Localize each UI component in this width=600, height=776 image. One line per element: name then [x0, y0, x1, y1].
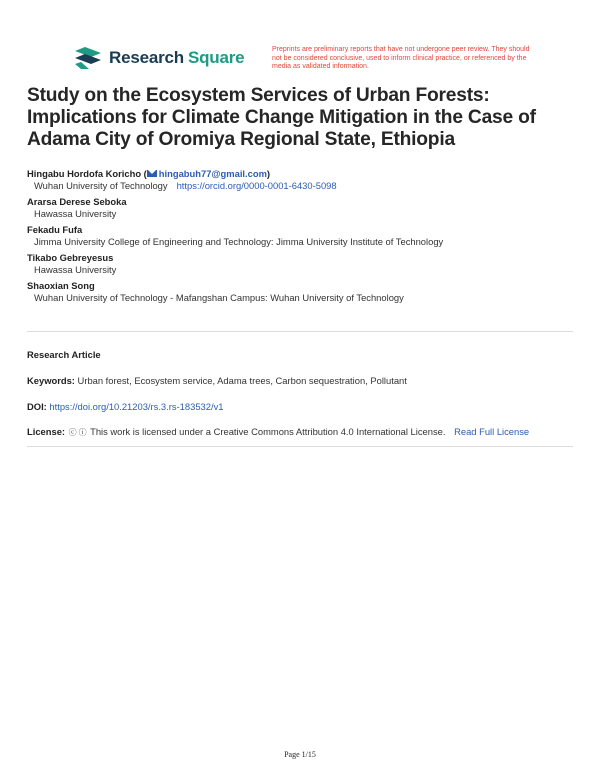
author-name: Fekadu Fufa [27, 224, 83, 235]
research-square-logo[interactable] [75, 47, 244, 69]
page-number: Page 1/15 [284, 750, 316, 759]
author-affiliation: Jimma University College of Engineering and Technology: Jimma University Institute of Technology [34, 236, 444, 247]
author-2 [27, 196, 577, 220]
mail-icon [147, 170, 157, 177]
author-affiliation: Hawassa University [34, 208, 117, 219]
logo-word-research: Research [109, 48, 184, 67]
keywords-value: Urban forest, Ecosystem service, Adama trees, Carbon sequestration, Pollutant [77, 375, 407, 386]
logo-word-square: Square [187, 48, 245, 67]
author-affiliation: Wuhan University of Technology [34, 180, 168, 191]
logo-text [109, 48, 244, 68]
doi [27, 401, 223, 412]
cc-icon: ⓒ [68, 428, 77, 437]
divider [27, 446, 573, 447]
preprint-disclaimer: Preprints are preliminary reports that have not undergone peer review. They should not be considered conclusive, used to inform clinical practice, or referenced by the media as validated information. [272, 46, 530, 70]
orcid-link[interactable]: https://orcid.org/0000-0001-6430-5098 [176, 180, 337, 191]
author-1: Hingabu Hordofa Koricho ( hingabuh77@gmail.com) Wuhan University of Technology https://orcid.org/0000-0001-6430-5098 [27, 168, 337, 191]
doi-link[interactable]: https://doi.org/10.21203/rs.3.rs-183532/v1 [49, 401, 224, 412]
author-email-link[interactable] [147, 168, 267, 179]
research-square-logo-icon [75, 47, 101, 69]
author-4 [27, 252, 577, 276]
author-list [27, 168, 577, 308]
author-affiliation: Wuhan University of Technology - Mafangshan Campus: Wuhan University of Technology [34, 292, 404, 303]
author-name: Ararsa Derese Seboka [27, 196, 127, 207]
license-text: This work is licensed under a Creative Commons Attribution 4.0 International License. [90, 426, 446, 437]
article-type: Research Article [27, 349, 101, 360]
author-name: Hingabu Hordofa Koricho [27, 168, 142, 179]
paper-title: Study on the Ecosystem Services of Urban Forests: Implications for Climate Change Mitigation in the Case of Adama City of Oromiya Regional State, Ethiopia [27, 85, 536, 150]
author-email: hingabuh77@gmail.com [158, 168, 267, 179]
divider [27, 331, 573, 332]
license [27, 426, 529, 438]
keywords [27, 375, 407, 386]
keywords-label: Keywords: [27, 375, 75, 386]
author-affiliation: Hawassa University [34, 264, 117, 275]
read-full-license-link[interactable]: Read Full License [454, 426, 530, 437]
by-icon: ⓘ [78, 428, 87, 437]
author-5 [27, 280, 577, 304]
author-3 [27, 224, 577, 248]
author-name: Tikabo Gebreyesus [27, 252, 114, 263]
doi-label: DOI: [27, 401, 47, 412]
author-name: Shaoxian Song [27, 280, 95, 291]
license-label: License: [27, 426, 66, 437]
